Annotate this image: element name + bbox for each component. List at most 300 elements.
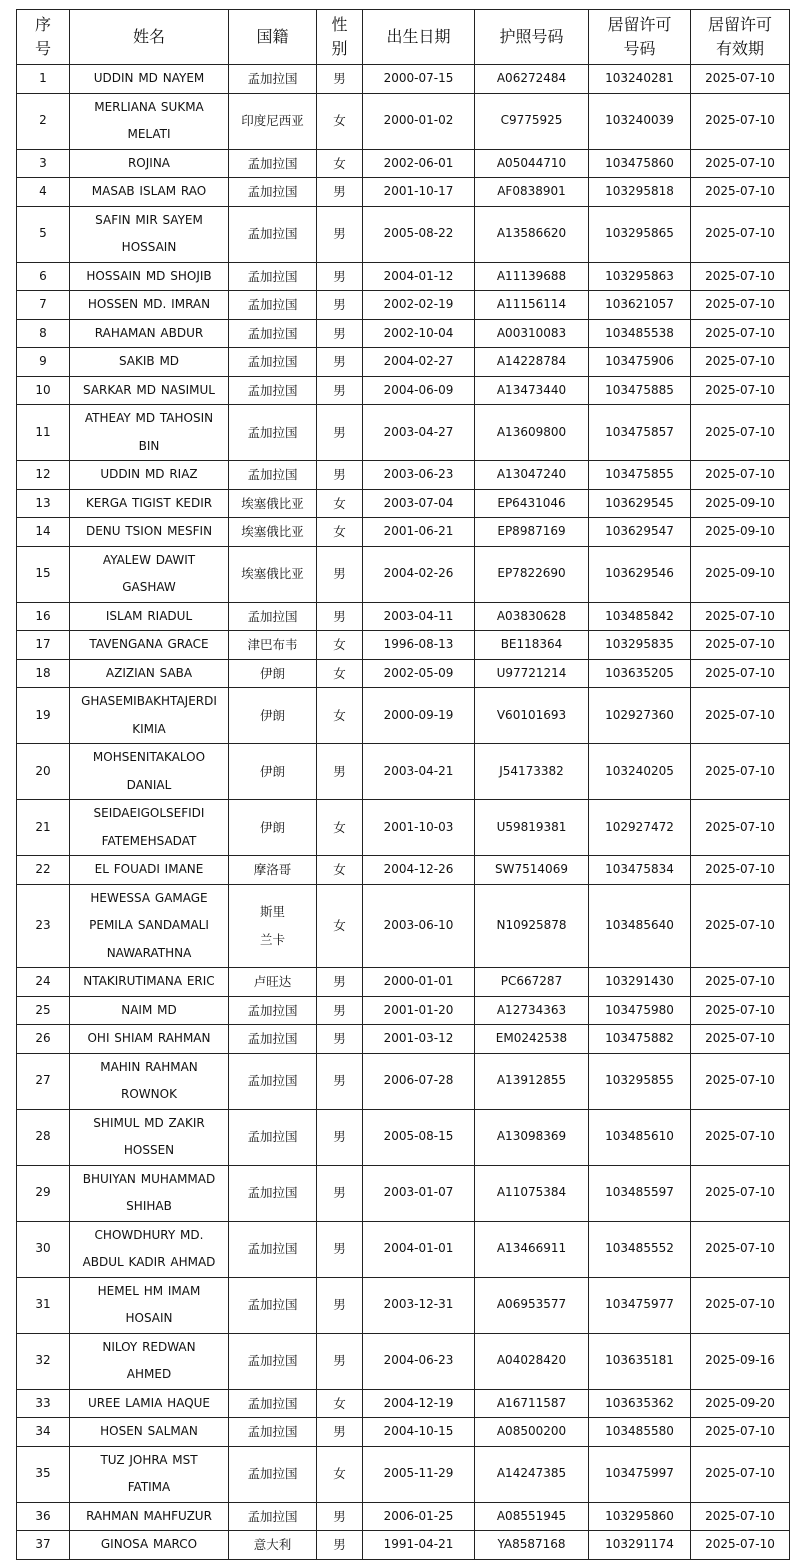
- cell-nationality: 印度尼西亚: [229, 93, 317, 149]
- cell-nationality: 孟加拉国: [229, 405, 317, 461]
- table-row: [17, 1025, 790, 1054]
- cell-permit-number: 103291174: [589, 1531, 691, 1560]
- cell-birth-date: 2004-10-15: [363, 1418, 475, 1447]
- cell-name: ISLAM RIADUL: [70, 602, 229, 631]
- cell-birth-date: 2004-12-19: [363, 1389, 475, 1418]
- cell-permit-validity: 2025-07-10: [691, 631, 790, 660]
- table-row: [17, 1502, 790, 1531]
- cell-name: HEWESSA GAMAGE PEMILA SANDAMALI NAWARATHNA: [70, 884, 229, 968]
- header-nationality: 国籍: [229, 10, 317, 65]
- cell-passport-number: EP8987169: [475, 518, 589, 547]
- cell-permit-number: 103635205: [589, 659, 691, 688]
- cell-sex: 女: [317, 489, 363, 518]
- table-row: [17, 1389, 790, 1418]
- table-row: [17, 262, 790, 291]
- cell-passport-number: A03830628: [475, 602, 589, 631]
- cell-sex: 男: [317, 996, 363, 1025]
- cell-birth-date: 2004-02-27: [363, 348, 475, 377]
- cell-name: SAFIN MIR SAYEM HOSSAIN: [70, 206, 229, 262]
- cell-passport-number: A11075384: [475, 1165, 589, 1221]
- cell-nationality: 伊朗: [229, 744, 317, 800]
- cell-seq: 18: [17, 659, 70, 688]
- cell-permit-validity: 2025-07-10: [691, 65, 790, 94]
- cell-permit-number: 103475834: [589, 856, 691, 885]
- cell-name: NTAKIRUTIMANA ERIC: [70, 968, 229, 997]
- cell-birth-date: 2006-07-28: [363, 1053, 475, 1109]
- cell-passport-number: A13098369: [475, 1109, 589, 1165]
- cell-passport-number: J54173382: [475, 744, 589, 800]
- cell-sex: 男: [317, 1221, 363, 1277]
- cell-passport-number: EP6431046: [475, 489, 589, 518]
- cell-permit-validity: 2025-07-10: [691, 262, 790, 291]
- cell-name: CHOWDHURY MD. ABDUL KADIR AHMAD: [70, 1221, 229, 1277]
- cell-sex: 女: [317, 518, 363, 547]
- table-row: [17, 1109, 790, 1165]
- cell-seq: 7: [17, 291, 70, 320]
- cell-seq: 27: [17, 1053, 70, 1109]
- cell-seq: 16: [17, 602, 70, 631]
- cell-passport-number: A06272484: [475, 65, 589, 94]
- cell-name: AYALEW DAWIT GASHAW: [70, 546, 229, 602]
- cell-nationality: 孟加拉国: [229, 1446, 317, 1502]
- table-row: [17, 856, 790, 885]
- cell-permit-validity: 2025-07-10: [691, 405, 790, 461]
- cell-seq: 20: [17, 744, 70, 800]
- cell-permit-validity: 2025-07-10: [691, 1053, 790, 1109]
- cell-permit-validity: 2025-07-10: [691, 744, 790, 800]
- cell-permit-number: 103295865: [589, 206, 691, 262]
- cell-birth-date: 2001-06-21: [363, 518, 475, 547]
- cell-birth-date: 2003-04-21: [363, 744, 475, 800]
- cell-nationality: 孟加拉国: [229, 178, 317, 207]
- table-row: [17, 602, 790, 631]
- cell-nationality: 孟加拉国: [229, 291, 317, 320]
- cell-permit-number: 102927360: [589, 688, 691, 744]
- table-row: [17, 291, 790, 320]
- cell-passport-number: A08500200: [475, 1418, 589, 1447]
- cell-name: UDDIN MD RIAZ: [70, 461, 229, 490]
- cell-permit-validity: 2025-07-10: [691, 348, 790, 377]
- cell-passport-number: A13466911: [475, 1221, 589, 1277]
- cell-nationality: 孟加拉国: [229, 262, 317, 291]
- table-row: [17, 206, 790, 262]
- table-row: [17, 1446, 790, 1502]
- cell-permit-number: 103629545: [589, 489, 691, 518]
- cell-nationality: 孟加拉国: [229, 1418, 317, 1447]
- cell-passport-number: PC667287: [475, 968, 589, 997]
- table-row: [17, 996, 790, 1025]
- cell-birth-date: 2000-01-01: [363, 968, 475, 997]
- cell-birth-date: 2004-06-09: [363, 376, 475, 405]
- table-row: [17, 800, 790, 856]
- table-row: [17, 489, 790, 518]
- cell-name: HOSEN SALMAN: [70, 1418, 229, 1447]
- cell-permit-number: 103485552: [589, 1221, 691, 1277]
- cell-passport-number: A06953577: [475, 1277, 589, 1333]
- cell-name: SARKAR MD NASIMUL: [70, 376, 229, 405]
- cell-permit-validity: 2025-07-10: [691, 319, 790, 348]
- cell-permit-validity: 2025-07-10: [691, 93, 790, 149]
- cell-permit-validity: 2025-07-10: [691, 968, 790, 997]
- cell-permit-validity: 2025-07-10: [691, 461, 790, 490]
- cell-name: TAVENGANA GRACE: [70, 631, 229, 660]
- cell-nationality: 意大利: [229, 1531, 317, 1560]
- cell-passport-number: EP7822690: [475, 546, 589, 602]
- cell-permit-validity: 2025-09-20: [691, 1389, 790, 1418]
- cell-sex: 男: [317, 1109, 363, 1165]
- cell-name: RAHMAN MAHFUZUR: [70, 1502, 229, 1531]
- cell-birth-date: 2002-06-01: [363, 149, 475, 178]
- cell-birth-date: 2002-10-04: [363, 319, 475, 348]
- cell-name: SAKIB MD: [70, 348, 229, 377]
- cell-passport-number: A13586620: [475, 206, 589, 262]
- cell-permit-validity: 2025-07-10: [691, 376, 790, 405]
- cell-permit-number: 103291430: [589, 968, 691, 997]
- cell-passport-number: A13047240: [475, 461, 589, 490]
- table-row: [17, 319, 790, 348]
- cell-seq: 12: [17, 461, 70, 490]
- cell-sex: 男: [317, 1165, 363, 1221]
- cell-permit-number: 103485538: [589, 319, 691, 348]
- cell-birth-date: 2005-08-22: [363, 206, 475, 262]
- header-passport-number: 护照号码: [475, 10, 589, 65]
- table-row: [17, 884, 790, 968]
- cell-birth-date: 2000-09-19: [363, 688, 475, 744]
- cell-nationality: 孟加拉国: [229, 1053, 317, 1109]
- cell-permit-number: 103485842: [589, 602, 691, 631]
- cell-permit-number: 103621057: [589, 291, 691, 320]
- cell-nationality: 孟加拉国: [229, 1389, 317, 1418]
- cell-sex: 女: [317, 149, 363, 178]
- cell-sex: 女: [317, 688, 363, 744]
- table-row: [17, 461, 790, 490]
- cell-birth-date: 2002-05-09: [363, 659, 475, 688]
- cell-nationality: 孟加拉国: [229, 1277, 317, 1333]
- cell-seq: 36: [17, 1502, 70, 1531]
- cell-permit-validity: 2025-07-10: [691, 1277, 790, 1333]
- cell-permit-number: 103475882: [589, 1025, 691, 1054]
- cell-sex: 男: [317, 1418, 363, 1447]
- cell-birth-date: 1991-04-21: [363, 1531, 475, 1560]
- cell-seq: 24: [17, 968, 70, 997]
- header-seq: 序 号: [17, 10, 70, 65]
- cell-birth-date: 2003-06-10: [363, 884, 475, 968]
- cell-nationality: 孟加拉国: [229, 149, 317, 178]
- table-row: [17, 1221, 790, 1277]
- cell-nationality: 卢旺达: [229, 968, 317, 997]
- cell-birth-date: 2005-08-15: [363, 1109, 475, 1165]
- cell-seq: 1: [17, 65, 70, 94]
- cell-seq: 11: [17, 405, 70, 461]
- cell-permit-validity: 2025-07-10: [691, 1531, 790, 1560]
- table-row: [17, 968, 790, 997]
- cell-nationality: 孟加拉国: [229, 1221, 317, 1277]
- cell-sex: 男: [317, 405, 363, 461]
- cell-seq: 9: [17, 348, 70, 377]
- cell-seq: 22: [17, 856, 70, 885]
- cell-name: SEIDAEIGOLSEFIDI FATEMEHSADAT: [70, 800, 229, 856]
- cell-seq: 6: [17, 262, 70, 291]
- cell-permit-validity: 2025-07-10: [691, 1109, 790, 1165]
- cell-permit-number: 103485640: [589, 884, 691, 968]
- cell-sex: 男: [317, 65, 363, 94]
- cell-permit-validity: 2025-07-10: [691, 884, 790, 968]
- cell-permit-number: 103295835: [589, 631, 691, 660]
- cell-birth-date: 2001-03-12: [363, 1025, 475, 1054]
- table-row: [17, 1333, 790, 1389]
- cell-permit-validity: 2025-07-10: [691, 149, 790, 178]
- cell-seq: 31: [17, 1277, 70, 1333]
- cell-sex: 男: [317, 319, 363, 348]
- cell-passport-number: YA8587168: [475, 1531, 589, 1560]
- cell-name: NAIM MD: [70, 996, 229, 1025]
- cell-name: KERGA TIGIST KEDIR: [70, 489, 229, 518]
- cell-name: MOHSENITAKALOO DANIAL: [70, 744, 229, 800]
- cell-sex: 男: [317, 178, 363, 207]
- cell-birth-date: 2003-07-04: [363, 489, 475, 518]
- cell-birth-date: 2003-01-07: [363, 1165, 475, 1221]
- cell-permit-number: 103485597: [589, 1165, 691, 1221]
- cell-passport-number: N10925878: [475, 884, 589, 968]
- cell-permit-number: 103295860: [589, 1502, 691, 1531]
- cell-passport-number: AF0838901: [475, 178, 589, 207]
- cell-birth-date: 2001-10-17: [363, 178, 475, 207]
- cell-nationality: 斯里 兰卡: [229, 884, 317, 968]
- cell-sex: 男: [317, 1025, 363, 1054]
- cell-passport-number: BE118364: [475, 631, 589, 660]
- cell-permit-validity: 2025-07-10: [691, 800, 790, 856]
- cell-nationality: 孟加拉国: [229, 1333, 317, 1389]
- cell-passport-number: A13912855: [475, 1053, 589, 1109]
- cell-sex: 男: [317, 291, 363, 320]
- cell-name: NILOY REDWAN AHMED: [70, 1333, 229, 1389]
- cell-birth-date: 2003-04-27: [363, 405, 475, 461]
- cell-birth-date: 2004-01-01: [363, 1221, 475, 1277]
- cell-permit-validity: 2025-07-10: [691, 996, 790, 1025]
- cell-nationality: 埃塞俄比亚: [229, 518, 317, 547]
- table-row: [17, 1165, 790, 1221]
- cell-birth-date: 2005-11-29: [363, 1446, 475, 1502]
- cell-seq: 2: [17, 93, 70, 149]
- cell-permit-validity: 2025-07-10: [691, 291, 790, 320]
- cell-sex: 女: [317, 659, 363, 688]
- cell-sex: 男: [317, 968, 363, 997]
- cell-name: UDDIN MD NAYEM: [70, 65, 229, 94]
- cell-sex: 男: [317, 744, 363, 800]
- cell-name: ATHEAY MD TAHOSIN BIN: [70, 405, 229, 461]
- cell-permit-validity: 2025-07-10: [691, 659, 790, 688]
- cell-name: DENU TSION MESFIN: [70, 518, 229, 547]
- cell-sex: 男: [317, 206, 363, 262]
- cell-permit-number: 103635181: [589, 1333, 691, 1389]
- table-row: [17, 348, 790, 377]
- table-row: [17, 149, 790, 178]
- cell-birth-date: 2001-01-20: [363, 996, 475, 1025]
- cell-nationality: 孟加拉国: [229, 376, 317, 405]
- cell-seq: 29: [17, 1165, 70, 1221]
- cell-permit-number: 103475906: [589, 348, 691, 377]
- cell-seq: 14: [17, 518, 70, 547]
- cell-passport-number: C9775925: [475, 93, 589, 149]
- cell-birth-date: 2000-01-02: [363, 93, 475, 149]
- cell-seq: 25: [17, 996, 70, 1025]
- cell-birth-date: 2003-06-23: [363, 461, 475, 490]
- cell-sex: 男: [317, 348, 363, 377]
- cell-name: AZIZIAN SABA: [70, 659, 229, 688]
- table-row: [17, 518, 790, 547]
- cell-birth-date: 2003-04-11: [363, 602, 475, 631]
- cell-birth-date: 2003-12-31: [363, 1277, 475, 1333]
- cell-nationality: 孟加拉国: [229, 602, 317, 631]
- cell-permit-number: 103485610: [589, 1109, 691, 1165]
- cell-sex: 男: [317, 262, 363, 291]
- cell-name: HOSSEN MD. IMRAN: [70, 291, 229, 320]
- cell-permit-number: 103475857: [589, 405, 691, 461]
- cell-passport-number: A08551945: [475, 1502, 589, 1531]
- table-row: [17, 1277, 790, 1333]
- cell-seq: 17: [17, 631, 70, 660]
- cell-nationality: 孟加拉国: [229, 1025, 317, 1054]
- cell-seq: 3: [17, 149, 70, 178]
- header-permit-number: 居留许可 号码: [589, 10, 691, 65]
- cell-sex: 男: [317, 546, 363, 602]
- cell-permit-number: 103475997: [589, 1446, 691, 1502]
- cell-nationality: 伊朗: [229, 800, 317, 856]
- cell-permit-number: 103475980: [589, 996, 691, 1025]
- cell-nationality: 孟加拉国: [229, 996, 317, 1025]
- cell-permit-number: 103240281: [589, 65, 691, 94]
- cell-name: MAHIN RAHMAN ROWNOK: [70, 1053, 229, 1109]
- table-row: [17, 744, 790, 800]
- cell-name: MERLIANA SUKMA MELATI: [70, 93, 229, 149]
- cell-seq: 35: [17, 1446, 70, 1502]
- cell-seq: 37: [17, 1531, 70, 1560]
- cell-name: HEMEL HM IMAM HOSAIN: [70, 1277, 229, 1333]
- cell-permit-number: 103635362: [589, 1389, 691, 1418]
- cell-name: GINOSA MARCO: [70, 1531, 229, 1560]
- cell-sex: 男: [317, 1277, 363, 1333]
- cell-permit-validity: 2025-07-10: [691, 688, 790, 744]
- table-row: [17, 1053, 790, 1109]
- cell-nationality: 孟加拉国: [229, 319, 317, 348]
- cell-sex: 女: [317, 884, 363, 968]
- cell-seq: 21: [17, 800, 70, 856]
- cell-sex: 男: [317, 376, 363, 405]
- cell-seq: 4: [17, 178, 70, 207]
- cell-name: UREE LAMIA HAQUE: [70, 1389, 229, 1418]
- cell-name: BHUIYAN MUHAMMAD SHIHAB: [70, 1165, 229, 1221]
- cell-permit-validity: 2025-07-10: [691, 1418, 790, 1447]
- cell-seq: 5: [17, 206, 70, 262]
- cell-sex: 男: [317, 1053, 363, 1109]
- cell-passport-number: A05044710: [475, 149, 589, 178]
- cell-name: EL FOUADI IMANE: [70, 856, 229, 885]
- cell-nationality: 孟加拉国: [229, 65, 317, 94]
- cell-seq: 23: [17, 884, 70, 968]
- cell-sex: 女: [317, 800, 363, 856]
- table-row: [17, 65, 790, 94]
- cell-permit-number: 103240039: [589, 93, 691, 149]
- cell-name: MASAB ISLAM RAO: [70, 178, 229, 207]
- cell-permit-validity: 2025-07-10: [691, 1221, 790, 1277]
- cell-passport-number: V60101693: [475, 688, 589, 744]
- cell-permit-validity: 2025-07-10: [691, 206, 790, 262]
- cell-permit-number: 103629547: [589, 518, 691, 547]
- cell-nationality: 埃塞俄比亚: [229, 489, 317, 518]
- cell-permit-number: 103295863: [589, 262, 691, 291]
- cell-birth-date: 2006-01-25: [363, 1502, 475, 1531]
- cell-permit-number: 103629546: [589, 546, 691, 602]
- cell-nationality: 伊朗: [229, 659, 317, 688]
- cell-birth-date: 2001-10-03: [363, 800, 475, 856]
- cell-name: SHIMUL MD ZAKIR HOSSEN: [70, 1109, 229, 1165]
- cell-permit-validity: 2025-07-10: [691, 856, 790, 885]
- cell-sex: 男: [317, 461, 363, 490]
- table-row: [17, 405, 790, 461]
- cell-nationality: 孟加拉国: [229, 348, 317, 377]
- header-sex: 性 别: [317, 10, 363, 65]
- cell-permit-validity: 2025-09-10: [691, 546, 790, 602]
- cell-sex: 男: [317, 1531, 363, 1560]
- cell-permit-number: 102927472: [589, 800, 691, 856]
- cell-birth-date: 2004-02-26: [363, 546, 475, 602]
- cell-sex: 女: [317, 1446, 363, 1502]
- residence-permit-table: [16, 9, 790, 1560]
- cell-passport-number: A00310083: [475, 319, 589, 348]
- cell-passport-number: U97721214: [475, 659, 589, 688]
- cell-nationality: 摩洛哥: [229, 856, 317, 885]
- cell-permit-validity: 2025-09-10: [691, 518, 790, 547]
- cell-sex: 女: [317, 856, 363, 885]
- table-row: [17, 1418, 790, 1447]
- cell-passport-number: A13473440: [475, 376, 589, 405]
- cell-name: RAHAMAN ABDUR: [70, 319, 229, 348]
- cell-birth-date: 2004-01-12: [363, 262, 475, 291]
- cell-name: HOSSAIN MD SHOJIB: [70, 262, 229, 291]
- cell-seq: 26: [17, 1025, 70, 1054]
- cell-sex: 女: [317, 631, 363, 660]
- cell-permit-validity: 2025-09-10: [691, 489, 790, 518]
- cell-passport-number: SW7514069: [475, 856, 589, 885]
- header-row: [17, 10, 790, 65]
- cell-seq: 33: [17, 1389, 70, 1418]
- cell-permit-number: 103295818: [589, 178, 691, 207]
- cell-seq: 19: [17, 688, 70, 744]
- cell-seq: 34: [17, 1418, 70, 1447]
- cell-seq: 32: [17, 1333, 70, 1389]
- cell-permit-validity: 2025-07-10: [691, 602, 790, 631]
- table-row: [17, 688, 790, 744]
- table-row: [17, 376, 790, 405]
- cell-permit-validity: 2025-09-16: [691, 1333, 790, 1389]
- cell-passport-number: A14228784: [475, 348, 589, 377]
- cell-passport-number: U59819381: [475, 800, 589, 856]
- cell-seq: 8: [17, 319, 70, 348]
- table-body: [17, 65, 790, 1560]
- table-row: [17, 659, 790, 688]
- cell-sex: 男: [317, 1502, 363, 1531]
- cell-name: TUZ JOHRA MST FATIMA: [70, 1446, 229, 1502]
- cell-permit-validity: 2025-07-10: [691, 1446, 790, 1502]
- cell-passport-number: A13609800: [475, 405, 589, 461]
- cell-nationality: 孟加拉国: [229, 461, 317, 490]
- cell-permit-number: 103295855: [589, 1053, 691, 1109]
- cell-passport-number: A14247385: [475, 1446, 589, 1502]
- cell-passport-number: A16711587: [475, 1389, 589, 1418]
- cell-permit-number: 103475855: [589, 461, 691, 490]
- cell-seq: 13: [17, 489, 70, 518]
- cell-sex: 男: [317, 602, 363, 631]
